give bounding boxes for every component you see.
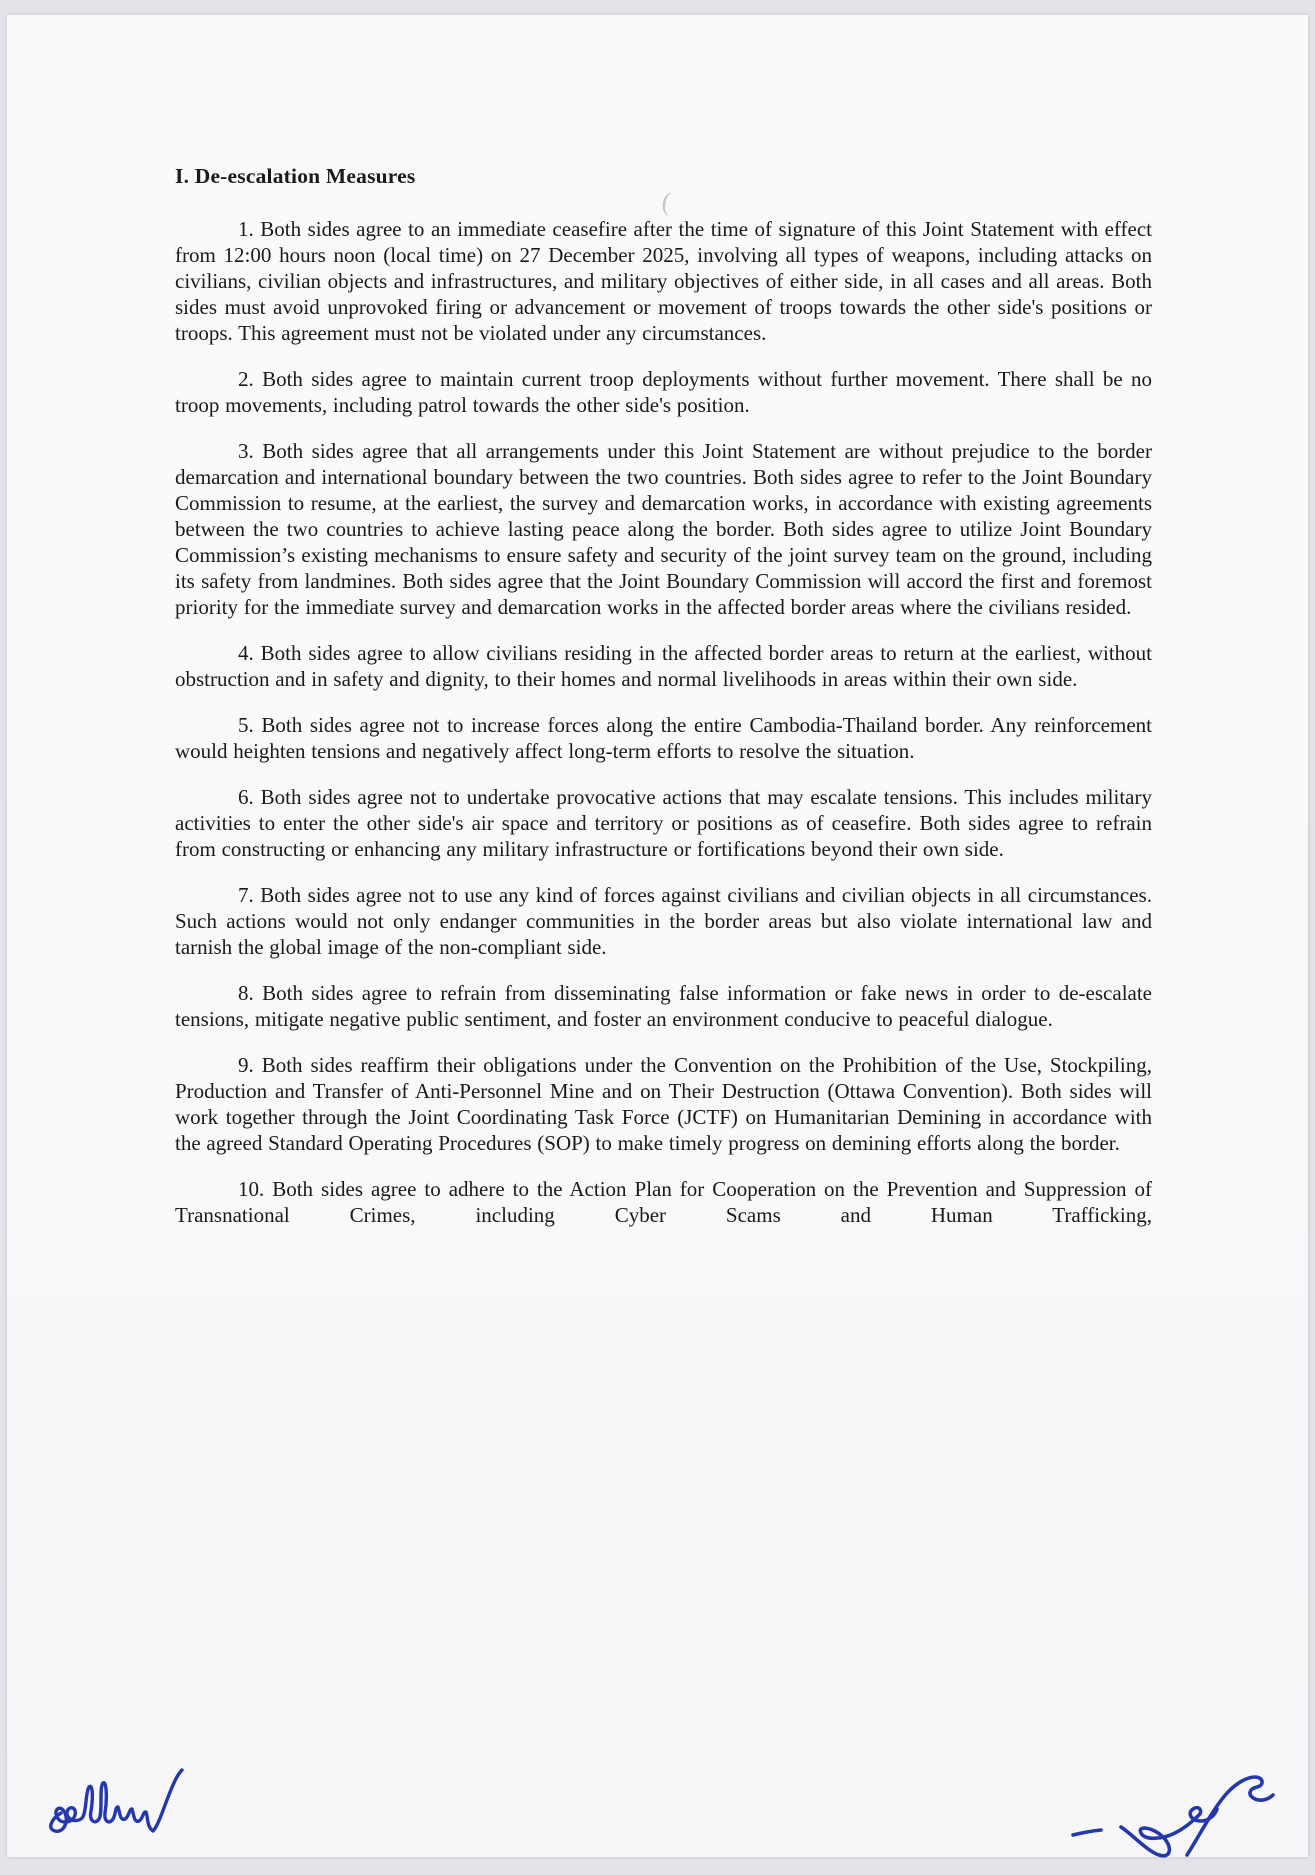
signature-right-stroke [1073, 1830, 1101, 1835]
paragraph: 9. Both sides reaffirm their obligations under the Convention on the Prohibition of the Use, Stockpiling, Production and Transfer of Anti-Personnel Mine and on Their Destruction (Ottawa Convention). Both sides will work together through the Joint Coordinating Task Force (JCTF) on Humanitarian Demining in accordance with the agreed Standard Operating Procedures (SOP) to make timely progress on demining efforts along the border. [175, 1053, 1152, 1155]
scan-artifact: ( [660, 186, 673, 217]
paragraph: 10. Both sides agree to adhere to the Action Plan for Cooperation on the Prevention and Suppression of Transnational Crimes, including Cyber Scams and Human Trafficking, [175, 1177, 1152, 1227]
document-body [175, 163, 1152, 1248]
signature-left-stroke [51, 1770, 182, 1831]
document-page [7, 15, 1308, 1857]
paragraph: 2. Both sides agree to maintain current troop deployments without further movement. There shall be no troop movements, including patrol towards the other side's position. [175, 367, 1152, 417]
paragraph: 6. Both sides agree not to undertake provocative actions that may escalate tensions. This includes military activities to enter the other side's air space and territory or positions as of ceasefire. Both sides agree to refrain from constructing or enhancing any military infrastructure or fortifications beyond their own side. [175, 785, 1152, 861]
signature-left [45, 1763, 185, 1845]
paragraph: 3. Both sides agree that all arrangements under this Joint Statement are without prejudice to the border demarcation and international boundary between the two countries. Both sides agree to refer to the Joint Boundary Commission to resume, at the earliest, the survey and demarcation works, in accordance with existing agreements between the two countries to achieve lasting peace along the border. Both sides agree to utilize Joint Boundary Commission’s existing mechanisms to ensure safety and security of the joint survey team on the ground, including its safety from landmines. Both sides agree that the Joint Boundary Commission will accord the first and foremost priority for the immediate survey and demarcation works in the affected border areas where the civilians resided. [175, 439, 1152, 619]
paragraph: 5. Both sides agree not to increase forces along the entire Cambodia-Thailand border. Any reinforcement would heighten tensions and negatively affect long-term efforts to resolve the situation. [175, 713, 1152, 763]
signature-right [1069, 1763, 1279, 1873]
paragraph: 1. Both sides agree to an immediate ceasefire after the time of signature of this Joint Statement with effect from 12:00 hours noon (local time) on 27 December 2025, involving all types of weapons, including attacks on civilians, civilian objects and infrastructures, and military objectives of either side, in all cases and all areas. Both sides must avoid unprovoked firing or advancement or movement of troops towards the other side's positions or troops. This agreement must not be violated under any circumstances. [175, 217, 1152, 345]
paragraph: 4. Both sides agree to allow civilians residing in the affected border areas to return at the earliest, without obstruction and in safety and dignity, to their homes and normal livelihoods in areas within their own side. [175, 641, 1152, 691]
paragraph-list [175, 216, 1152, 1228]
paragraph: 8. Both sides agree to refrain from disseminating false information or fake news in order to de-escalate tensions, mitigate negative public sentiment, and foster an environment conducive to peaceful dialogue. [175, 981, 1152, 1031]
section-title: I. De-escalation Measures [175, 164, 416, 188]
paragraph: 7. Both sides agree not to use any kind of forces against civilians and civilian objects in all circumstances. Such actions would not only endanger communities in the border areas but also violate international law and tarnish the global image of the non-compliant side. [175, 883, 1152, 959]
